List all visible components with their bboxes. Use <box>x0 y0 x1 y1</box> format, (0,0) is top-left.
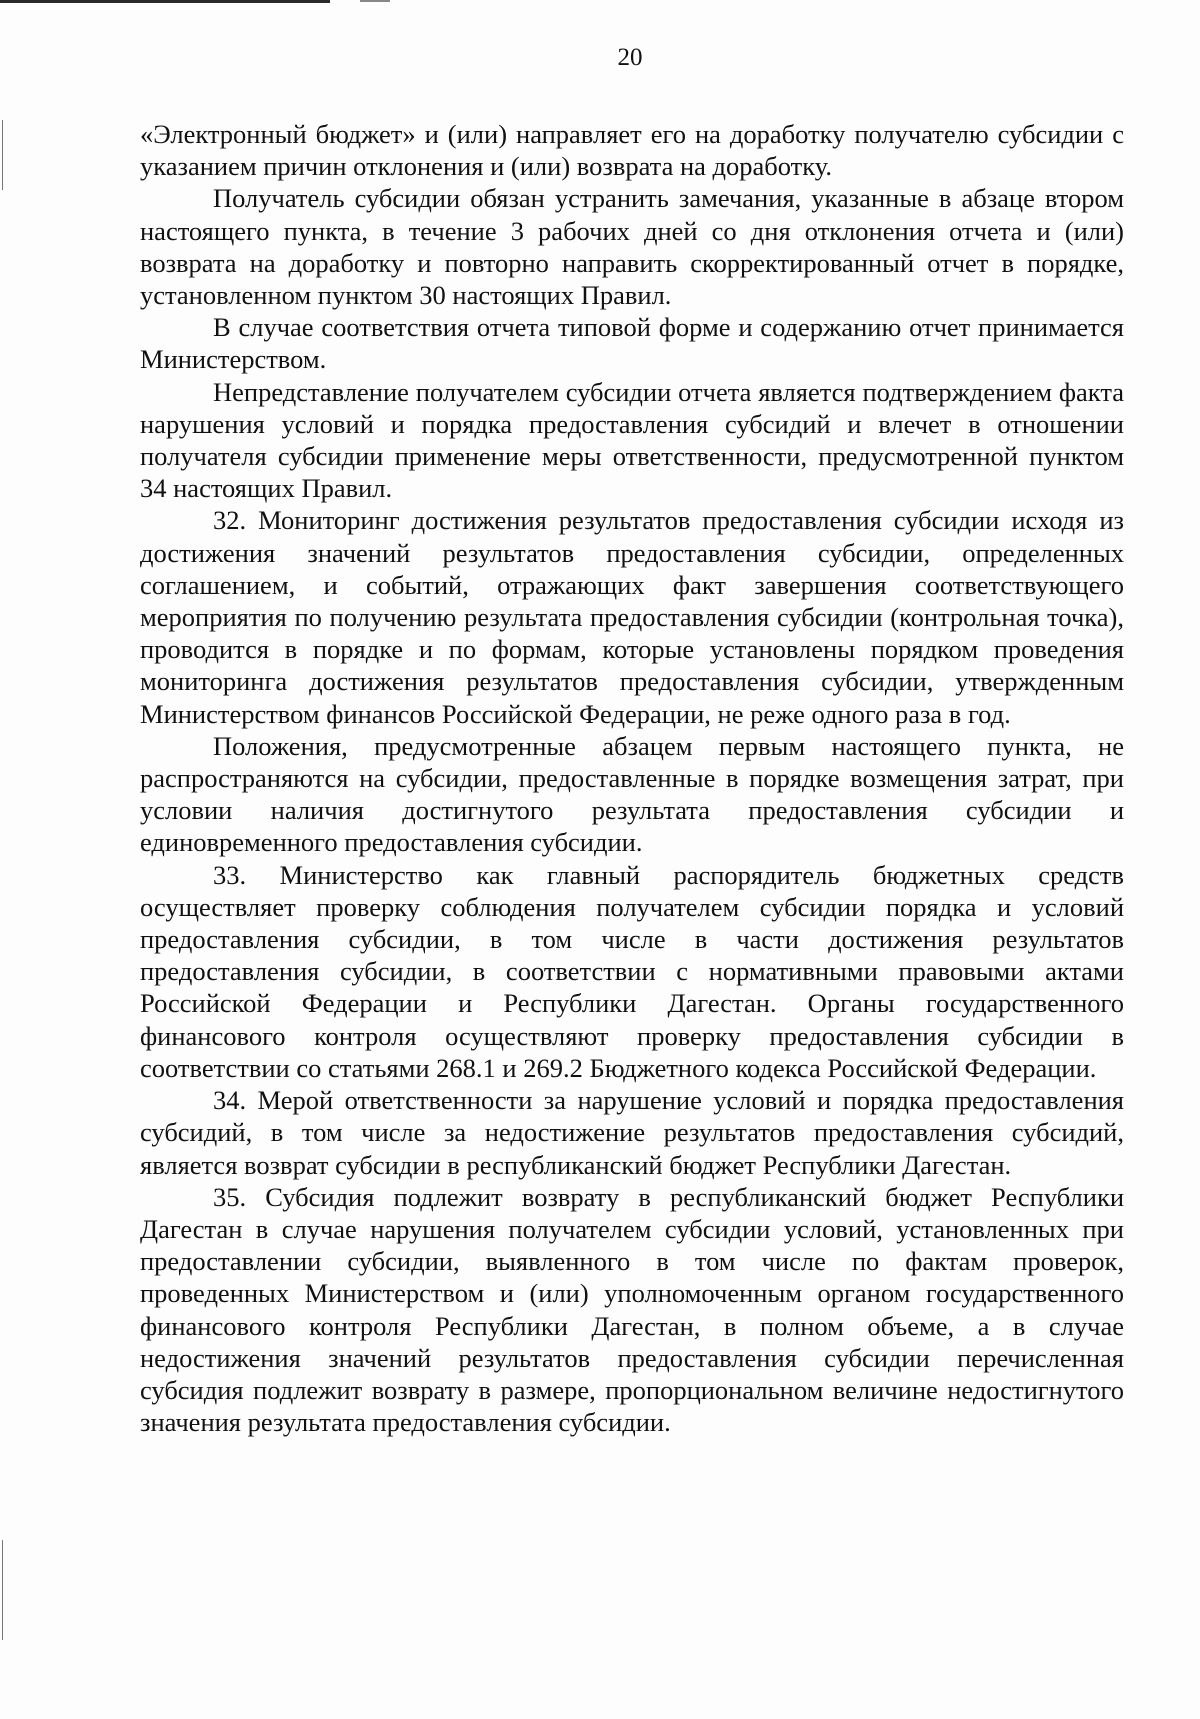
paragraph: 34. Мерой ответственности за нарушение условий и порядка предоставления субсидий, в том числе за недостижение результатов предоставления субсидий, является возврат субсидии в республиканский бюджет Республики Дагестан. <box>140 1085 1124 1180</box>
paragraph: В случае соответствия отчета типовой форме и содержанию отчет принимается Министерством. <box>140 312 1124 375</box>
scan-edge-mark <box>360 0 390 2</box>
paragraph: Получатель субсидии обязан устранить замечания, указанные в абзаце втором настоящего пункта, в течение 3 рабочих дней со дня отклонения отчета и (или) возврата на доработку и повторно направить скорректированный отчет в порядке, установленном пунктом 30 настоящих Правил. <box>140 183 1124 311</box>
paragraph: 33. Министерство как главный распорядитель бюджетных средств осуществляет проверку соблюдения получателем субсидии порядка и условий предоставления субсидии, в том числе в части достижения результатов предоставления субсидии, в соответствии с нормативными правовыми актами Российской Федерации и Республики Дагестан. Органы государственного финансового контроля осуществляют проверку предоставления субсидии в соответствии со статьями 268.1 и 269.2 Бюджетного кодекса Российской Федерации. <box>140 859 1124 1083</box>
scan-edge-mark <box>2 1540 3 1640</box>
paragraph: «Электронный бюджет» и (или) направляет его на доработку получателю субсидии с указанием причин отклонения и (или) возврата на доработку. <box>140 119 1124 182</box>
paragraph: 32. Мониторинг достижения результатов предоставления субсидии исходя из достижения значений результатов предоставления субсидии, определенных соглашением, и событий, отражающих факт завершения соответствующего мероприятия по получению результата предоставления субсидии (контрольная точка), проводится в порядке и по формам, которые установлены порядком проведения мониторинга достижения результатов предоставления субсидии, утвержденным Министерством финансов Российской Федерации, не реже одного раза в год. <box>140 505 1124 729</box>
document-body <box>140 118 1124 1438</box>
scan-edge-mark <box>0 0 330 3</box>
scan-edge-mark <box>2 120 3 190</box>
paragraph: Непредставление получателем субсидии отчета является подтверждением факта нарушения условий и порядка предоставления субсидий и влечет в отношении получателя субсидии применение меры ответственности, предусмотренной пунктом 34 настоящих Правил. <box>140 376 1124 504</box>
paragraph: 35. Субсидия подлежит возврату в республиканский бюджет Республики Дагестан в случае нарушения получателем субсидии условий, установленных при предоставлении субсидии, выявленного в том числе по фактам проверок, проведенных Министерством и (или) уполномоченным органом государственного финансового контроля Республики Дагестан, в полном объеме, а в случае недостижения значений результатов предоставления субсидии перечисленная субсидия подлежит возврату в размере, пропорциональном величине недостигнутого значения результата предоставления субсидии. <box>140 1181 1124 1438</box>
page-number: 20 <box>617 44 643 71</box>
paragraph: Положения, предусмотренные абзацем первым настоящего пункта, не распространяются на субсидии, предоставленные в порядке возмещения затрат, при условии наличия достигнутого результата предоставления субсидии и единовременного предоставления субсидии. <box>140 730 1124 858</box>
